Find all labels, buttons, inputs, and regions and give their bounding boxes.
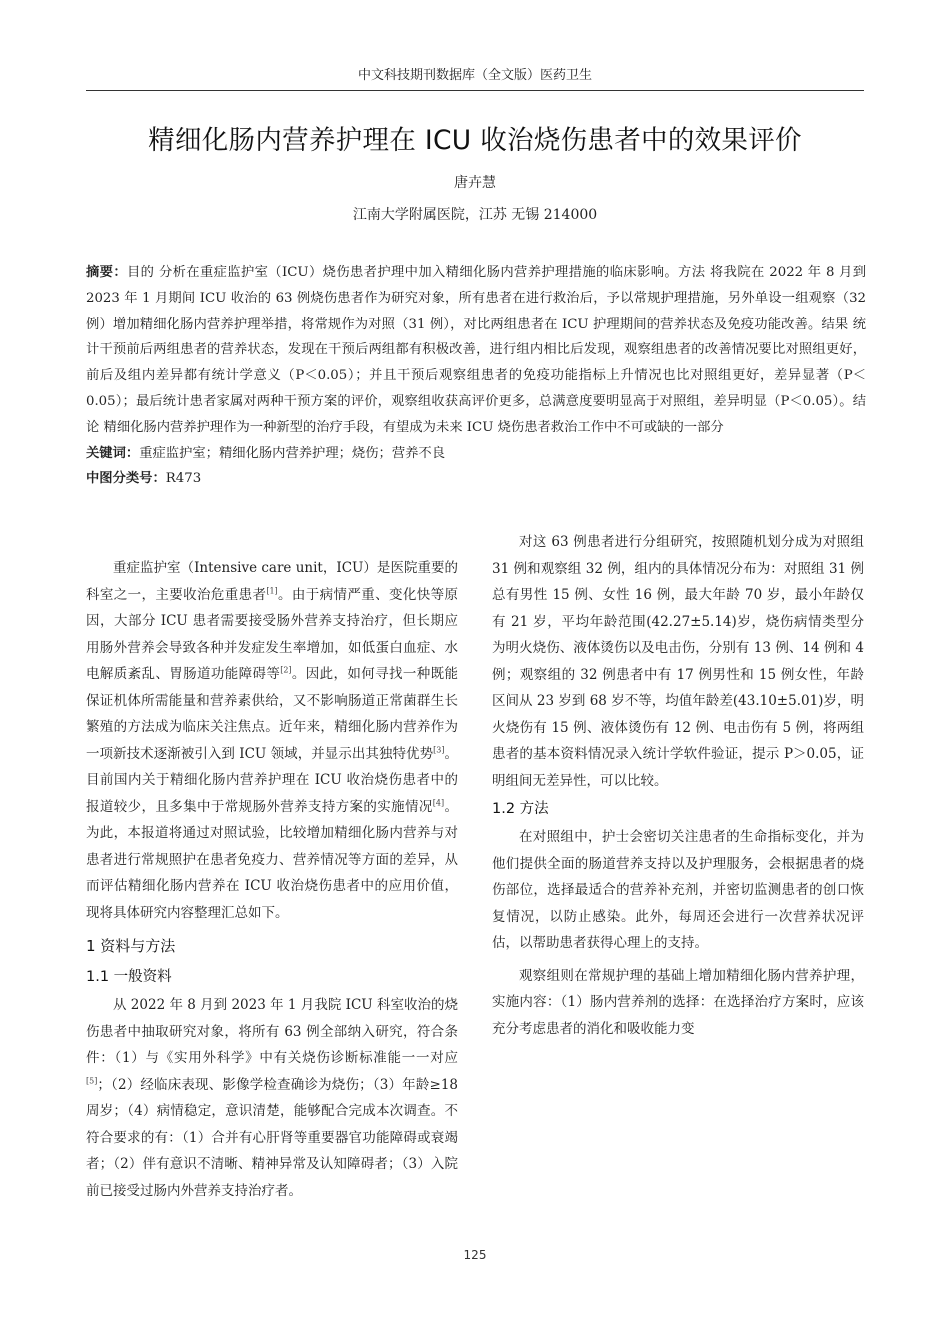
abstract-label: 摘要： [86, 265, 128, 280]
abstract [86, 260, 866, 441]
classification-text: R473 [165, 471, 202, 487]
abstract-block [86, 260, 866, 492]
intro-text: 重症监护室（Intensive care unit，ICU）是医院重要的科室之一，主要收治危重患者 [86, 560, 458, 603]
paper-title: 精细化肠内营养护理在 ICU 收治烧伤患者中的效果评价 [148, 125, 802, 156]
classification [86, 466, 866, 492]
page-number: 125 [463, 1248, 487, 1262]
control-paragraph: 在对照组中，护士会密切关注患者的生命指标变化，并为他们提供全面的肠道营养支持以及护理服务，会根据患者的烧伤部位，选择最适合的营养补充剂，并密切监测患者的创口恢复情况，以防止感染。此外，每周还会进行一次营养状况评估，以帮助患者获得心理上的支持。 [492, 829, 864, 951]
keywords [86, 441, 866, 467]
subsection-heading: 1.1 一般资料 [86, 969, 172, 985]
intro-text: 。为此，本报道将通过对照试验，比较增加精细化肠内营养与对患者进行常规照护在患者免疫力、营养情况等方面的差异，从而评估精细化肠内营养在 ICU 收治烧伤患者中的应用价值，现将具体研究内容整理汇总如下。 [86, 798, 459, 921]
keywords-label: 关键词： [86, 445, 140, 461]
citation: [5] [86, 1076, 98, 1085]
citation: [4] [432, 798, 445, 807]
intro-text: 。目前国内关于精细化肠内营养护理在 ICU 收治烧伤患者中的报道较少，且多集中于常规肠外营养支持方案的实施情况 [86, 745, 459, 815]
author: 唐卉慧 [454, 175, 496, 191]
subsection-heading: 1.2 方法 [492, 801, 549, 817]
citation: [3] [433, 745, 445, 754]
general-info-paragraph [86, 992, 458, 1204]
intro-text: 。因此，如何寻找一种既能保证机体所需能量和营养素供给，又不影响肠道正常菌群生长繁殖的方法成为临床关注焦点。近年来，精细化肠内营养作为一项新技术逐渐被引入到 ICU 领域，并显示出其独特优势 [86, 666, 459, 762]
general-text: ；（2）经临床表现、影像学检查确诊为烧伤；（3）年龄≥18 周岁；（4）病情稳定，意识清楚，能够配合完成本次调查。不符合要求的有：（1）合并有心肝肾等重要器官功能障碍或衰竭者；（2）伴有意识不清晰、精神异常及认知障碍者；（3）入院前已接受过肠内外营养支持治疗者。 [86, 1076, 458, 1199]
intro-paragraph [86, 555, 458, 926]
citation: [2] [280, 665, 292, 675]
grouping-paragraph: 对这 63 例患者进行分组研究，按照随机划分成为对照组 31 例和观察组 32 例，组内的具体情况分布为：对照组 31 例总有男性 15 例、女性 16 例，最大年龄 70 岁，最小年龄仅有 21 岁，平均年龄范围(42.27±5.14)岁，烧伤病情类型分为明火烧伤、液体烫伤以及电击伤，分别有 13 例、14 例和 4 例；观察组的 32 例患者中有 17 例男性和 15 例女性，年龄区间从 23 岁到 68 岁不等，均值年龄差(43.10±5.01)岁，明火烧伤有 15 例、液体烫伤有 12 例、电击伤有 5 例，将两组患者的基本资料情况录入统计学软件验证，提示 P＞0.05，证明组间无差异性，可以比较。 [492, 534, 864, 789]
right-column [492, 529, 864, 1042]
journal-header: 中文科技期刊数据库（全文版）医药卫生 [86, 64, 864, 91]
classification-label: 中图分类号： [86, 471, 166, 487]
abstract-text: 目的 分析在重症监护室（ICU）烧伤患者护理中加入精细化肠内营养护理措施的临床影响。方法 将我院在 2022 年 8 月到 2023 年 1 月期间 ICU 收治的 63 例烧伤患者作为研究对象，所有患者在进行救治后，予以常规护理措施，另外单设一组观察（32 例）增加精细化肠内营养护理举措，将常规作为对照（31 例），对比两组患者在 ICU 护理期间的营养状态及免疫功能改善。结果 统计干预前后两组患者的营养状态，发现在干预后两组都有积极改善，进行组内相比后发现，观察组患者的改善情况要比对照组更好，前后及组内差异都有统计学意义（P＜0.05）；并且干预后观察组患者的免疫功能指标上升情况也比对照组更好，差异显著（P＜0.05）；最后统计患者家属对两种干预方案的评价，观察组收获高评价更多，总满意度要明显高于对照组，差异明显（P＜0.05）。结论 精细化肠内营养护理作为一种新型的治疗手段，有望成为未来 ICU 烧伤患者救治工作中不可或缺的一部分 [86, 265, 867, 435]
keywords-text: 重症监护室；精细化肠内营养护理；烧伤；营养不良 [139, 445, 446, 461]
left-column [86, 555, 458, 1204]
general-text: 从 2022 年 8 月到 2023 年 1 月我院 ICU 科室收治的烧伤患者中抽取研究对象，将所有 63 例全部纳入研究，符合条件：（1）与《实用外科学》中有关烧伤诊断标准能一一对应 [86, 997, 458, 1066]
affiliation: 江南大学附属医院，江苏 无锡 214000 [352, 207, 598, 223]
section-heading: 1 资料与方法 [86, 937, 176, 955]
observation-paragraph: 观察组则在常规护理的基础上增加精细化肠内营养护理，实施内容：（1）肠内营养剂的选择：在选择治疗方案时，应该充分考虑患者的消化和吸收能力变 [492, 967, 864, 1037]
citation: [1] [266, 586, 278, 595]
intro-text: 。由于病情严重、变化快等原因，大部分 ICU 患者需要接受肠外营养支持治疗，但长期应用肠外营养会导致各种并发症发生率增加，如低蛋白血症、水电解质紊乱、胃肠道功能障碍等 [86, 586, 458, 682]
